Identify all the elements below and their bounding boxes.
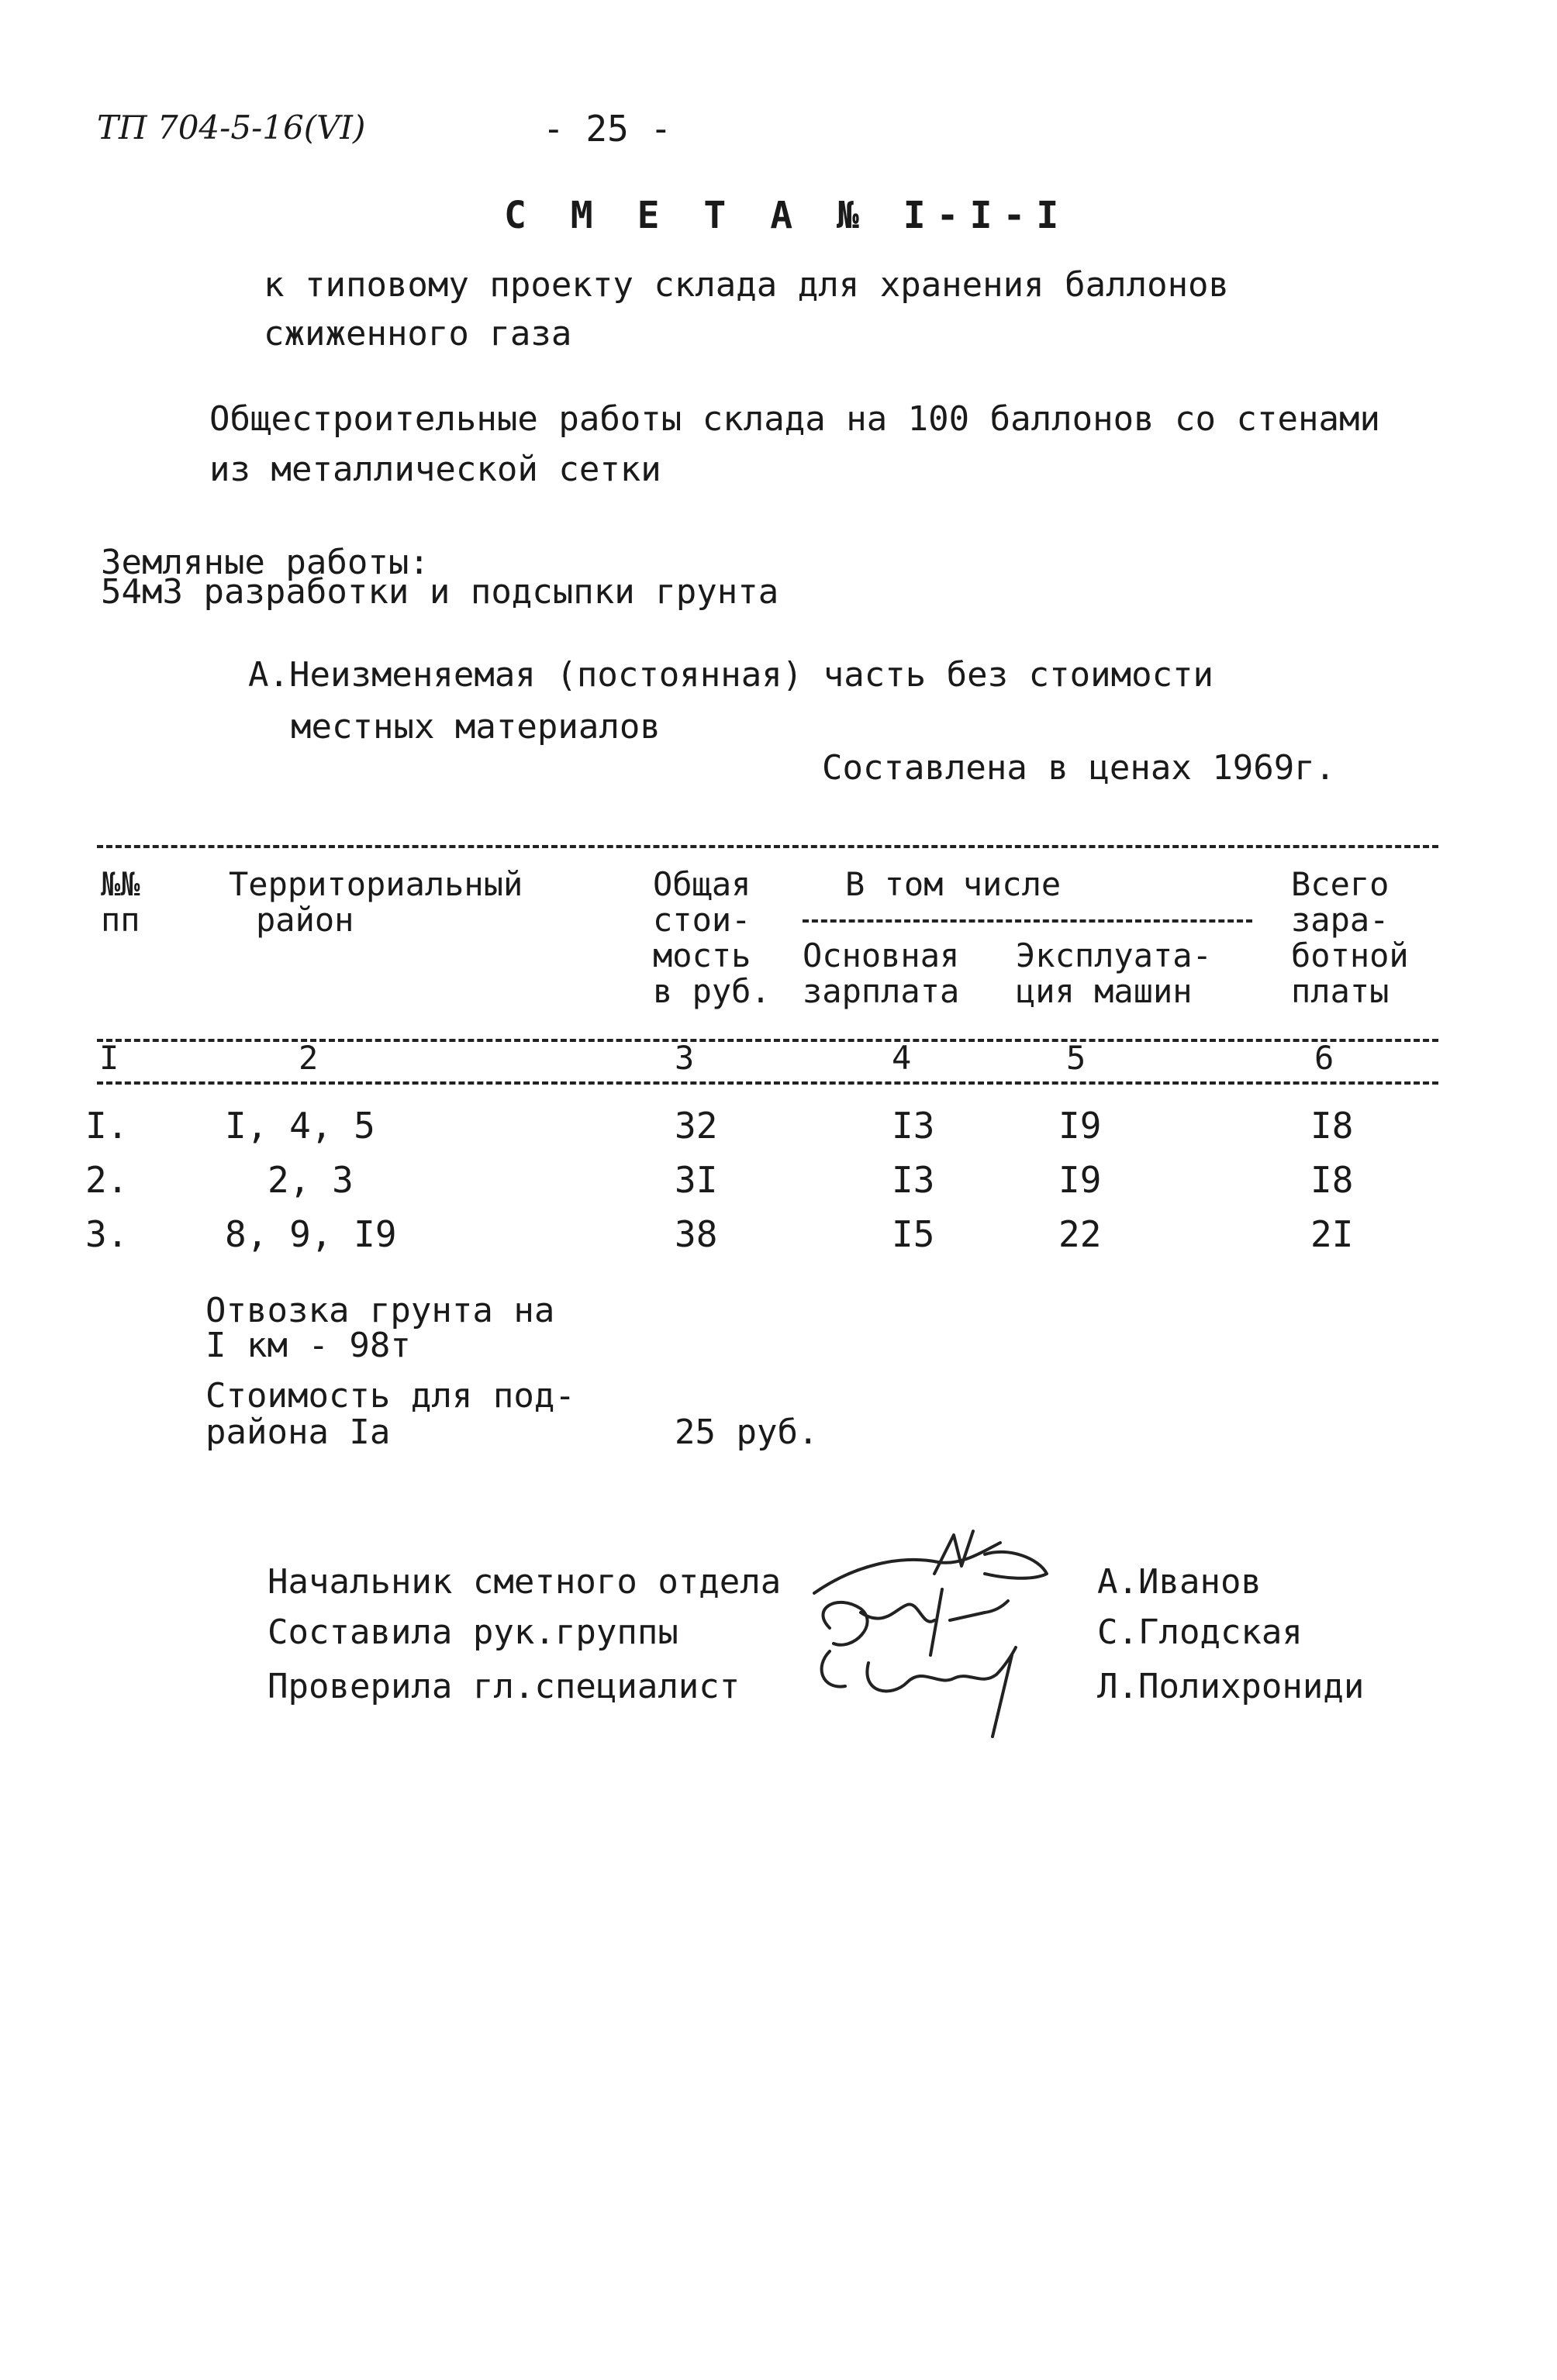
row-salary: I3 (892, 1159, 935, 1201)
colnum-2: 2 (299, 1039, 319, 1077)
colnum-5: 5 (1066, 1039, 1086, 1077)
handwritten-signatures (806, 1519, 1086, 1752)
header-region-line2: район (256, 901, 354, 939)
header-total-line2: стои- (653, 901, 751, 939)
signer-name-3: Л.Полихрониди (1097, 1667, 1365, 1706)
row-number: I. (85, 1105, 129, 1147)
row-machines: I9 (1058, 1105, 1102, 1147)
colnum-1: I (99, 1039, 119, 1077)
signer-name-2: С.Глодская (1097, 1613, 1303, 1652)
signature-stroke-2 (823, 1589, 1008, 1655)
header-wages-line4: платы (1291, 972, 1390, 1010)
cost-note-line1: Стоимость для под- (205, 1376, 575, 1416)
table-top-rule (97, 845, 1438, 848)
header-number-line2: пп (101, 901, 140, 939)
document-code: ТП 704-5-16(VI) (97, 109, 366, 147)
header-machines-line2: ция машин (1016, 972, 1193, 1010)
row-total: 32 (675, 1105, 718, 1147)
part-a-line1: А.Неизменяемая (постоянная) часть без стоимости (248, 655, 1214, 695)
row-total: 3I (675, 1159, 718, 1201)
estimate-title: С М Е Т А № I-I-I (504, 194, 1070, 237)
header-region (229, 867, 523, 938)
row-region: I, 4, 5 (225, 1105, 375, 1147)
estimate-subtitle-line2: сжиженного газа (264, 314, 572, 354)
signer-role-2: Составила рук.группы (268, 1613, 678, 1652)
row-total: 38 (675, 1213, 718, 1255)
header-group: В том числе (845, 865, 1062, 903)
row-salary: I5 (892, 1213, 935, 1255)
header-group-rule (803, 919, 1252, 923)
row-wages: 2I (1310, 1213, 1354, 1255)
header-machines (1016, 938, 1212, 1009)
header-number (101, 867, 140, 938)
header-wages-line3: ботной (1291, 936, 1409, 974)
colnum-6: 6 (1314, 1039, 1334, 1077)
row-machines: 22 (1058, 1213, 1102, 1255)
row-number: 3. (85, 1213, 129, 1255)
works-line1: Земляные работы: (101, 543, 430, 582)
colnum-3: 3 (675, 1039, 695, 1077)
header-salary-line2: зарплата (803, 972, 960, 1010)
section-line2: из металлической сетки (209, 450, 661, 489)
colnum-4: 4 (892, 1039, 912, 1077)
price-basis: Составлена в ценах 1969г. (822, 748, 1336, 788)
page-number: - 25 - (543, 108, 672, 150)
row-machines: I9 (1058, 1159, 1102, 1201)
section-line1: Общестроительные работы склада на 100 баллонов со стенами (209, 399, 1380, 439)
header-total (653, 867, 771, 1009)
haul-note-line1: Отвозка грунта на (205, 1291, 555, 1330)
header-total-line3: мость (653, 936, 751, 974)
row-salary: I3 (892, 1105, 935, 1147)
signer-role-3: Проверила гл.специалист (268, 1667, 741, 1706)
colnum-bottom-rule (97, 1081, 1438, 1085)
header-total-line4: в руб. (653, 972, 771, 1010)
row-wages: I8 (1310, 1159, 1354, 1201)
estimate-subtitle-line1: к типовому проекту склада для хранения баллонов (264, 265, 1230, 305)
part-a-line2: местных материалов (291, 707, 661, 747)
row-region: 2, 3 (268, 1159, 354, 1201)
signature-stroke-1 (814, 1531, 1047, 1593)
works-line2: 54м3 разработки и подсыпки грунта (101, 572, 779, 612)
header-salary-line1: Основная (803, 936, 960, 974)
header-wages-line1: Всего (1291, 865, 1390, 903)
signer-role-1: Начальник сметного отдела (268, 1562, 782, 1602)
header-wages-line2: зара- (1291, 901, 1390, 939)
row-wages: I8 (1310, 1105, 1354, 1147)
header-machines-line1: Эксплуата- (1016, 936, 1212, 974)
header-total-line1: Общая (653, 865, 751, 903)
row-number: 2. (85, 1159, 129, 1201)
header-number-line1: №№ (101, 865, 140, 903)
header-salary (803, 938, 959, 1009)
signature-stroke-3 (822, 1647, 1016, 1737)
header-region-line1: Территориальный (229, 865, 523, 903)
header-wages (1291, 867, 1409, 1009)
haul-note-line2: I км - 98т (205, 1326, 411, 1365)
row-region: 8, 9, I9 (225, 1213, 397, 1255)
cost-note-value: 25 руб. (675, 1412, 819, 1452)
cost-note-line2: района Iа (205, 1412, 391, 1452)
signer-name-1: А.Иванов (1097, 1562, 1262, 1602)
